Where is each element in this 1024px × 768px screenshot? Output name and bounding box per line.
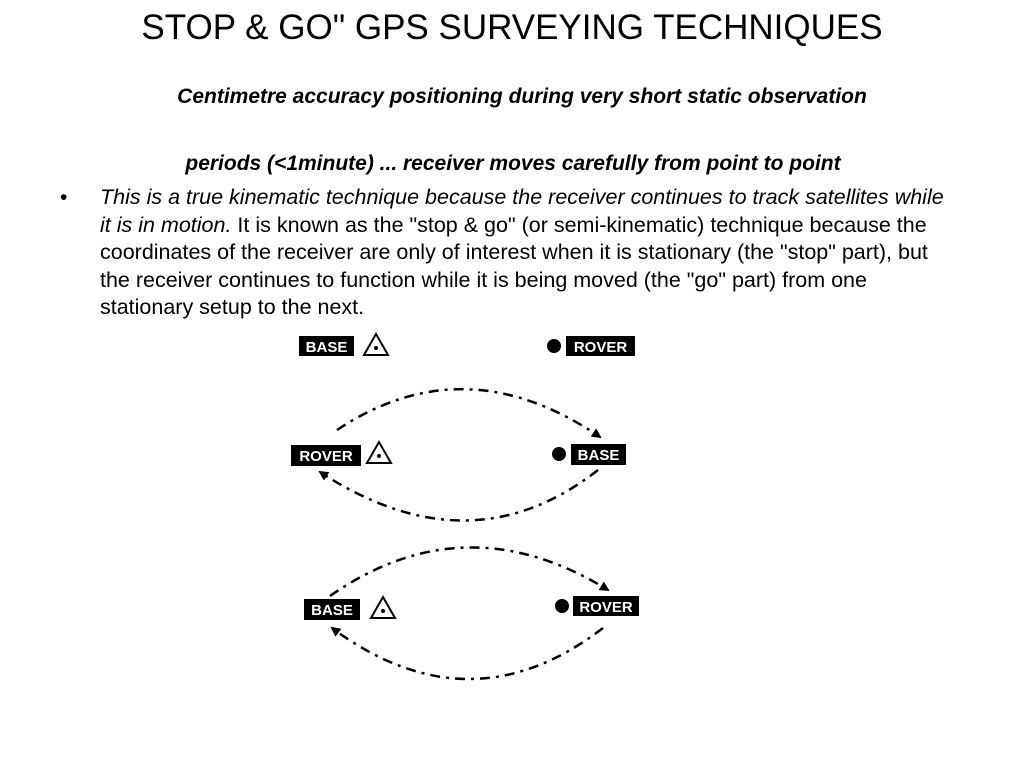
arrow-arc-1	[337, 389, 600, 437]
arrow-arc-2	[320, 470, 598, 521]
label-box-base-2	[571, 444, 626, 465]
triangle-point-icon	[367, 442, 391, 463]
label-base-2: BASE	[577, 447, 620, 464]
bullet-italic-text: This is a true kinematic technique because the receiver continues to track satellites while it is in motion.	[100, 185, 944, 237]
row-1	[299, 334, 635, 356]
label-box-rover-2	[291, 445, 361, 466]
slide-title: STOP & GO" GPS SURVEYING TECHNIQUES	[141, 8, 883, 47]
label-box-base-3	[304, 599, 360, 620]
label-rover-2: ROVER	[299, 448, 353, 465]
label-base-1: BASE	[305, 339, 348, 356]
triangle-point-icon	[371, 597, 395, 618]
label-box-rover-1	[566, 336, 635, 356]
bullet-plain-text: It is known as the "stop & go" (or semi-kinematic) technique because the coordinates of the receiver are only of interest when it is stationary (the "stop" part), but the receiver continues to function while it is being moved (the "go" part) from one stationary setup to the next.	[100, 212, 928, 319]
arrow-arc-4	[332, 628, 603, 679]
arrow-arc-3	[330, 547, 608, 596]
label-box-rover-3	[573, 596, 639, 616]
dot-point-icon	[555, 599, 569, 613]
label-base-3: BASE	[311, 602, 353, 619]
subtitle-line-2: periods (<1minute) ... receiver moves carefully from point to point	[185, 152, 841, 175]
label-rover-3: ROVER	[579, 599, 633, 616]
label-rover-1: ROVER	[573, 339, 628, 356]
triangle-point-icon	[364, 334, 388, 355]
label-box-base-1	[299, 336, 354, 356]
subtitle-line-1: Centimetre accuracy positioning during very short static observation	[177, 85, 867, 108]
row-2	[291, 442, 626, 466]
row-3	[304, 596, 639, 620]
bullet-marker: •	[60, 186, 68, 209]
dot-point-icon	[552, 447, 566, 461]
dot-point-icon	[547, 339, 561, 353]
